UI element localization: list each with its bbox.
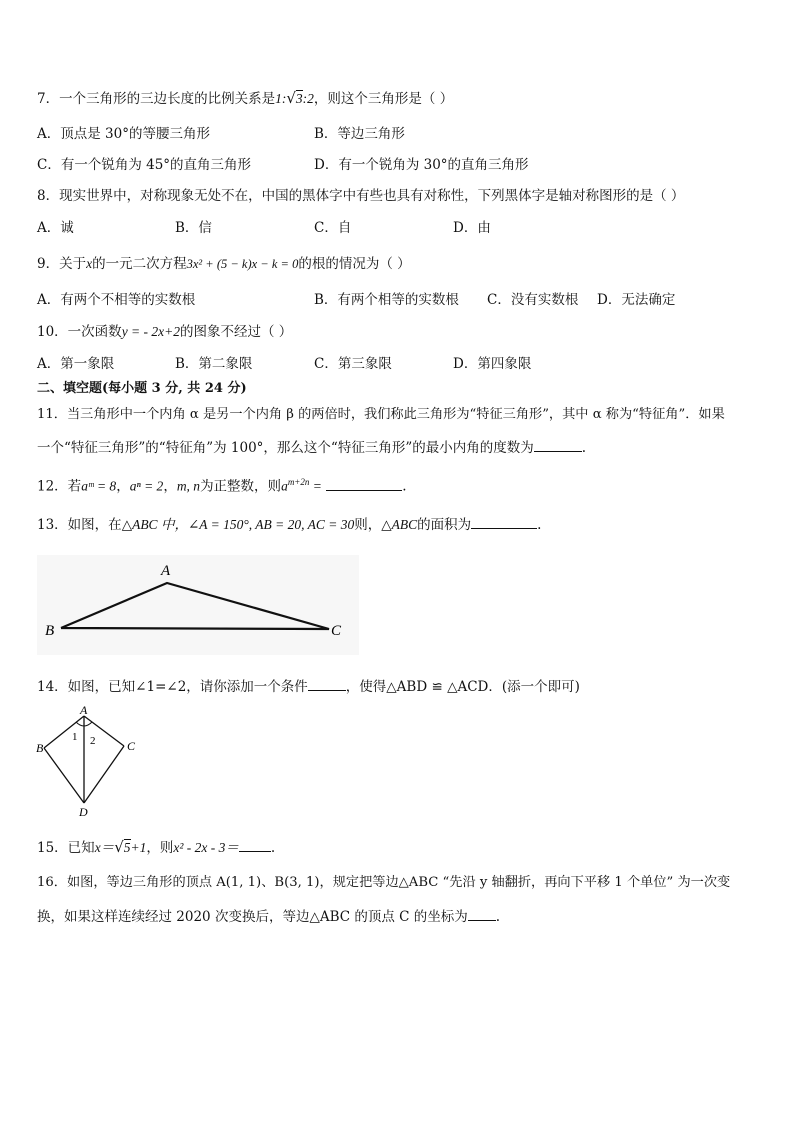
q10-option-a: A．第一象限	[37, 356, 115, 372]
answer-blank[interactable]	[326, 476, 402, 491]
segment-ab	[44, 716, 84, 748]
q12-stem: 12．若aᵐ = 8，aⁿ = 2，m, n为正整数，则$a^{m+2n}$ = .	[37, 477, 407, 495]
q8-option-d: D．由	[453, 220, 491, 236]
vertex-a-label: A	[80, 704, 88, 717]
q7-option-b: B．等边三角形	[314, 126, 405, 142]
vertex-b-label: B	[45, 623, 55, 639]
q9-option-b: B．有两个相等的实数根	[314, 292, 459, 308]
figure-background	[37, 555, 359, 655]
answer-blank[interactable]	[239, 837, 271, 852]
answer-blank[interactable]	[534, 437, 582, 452]
q8-option-a: A．诚	[37, 220, 74, 236]
q11-line1: 11．当三角形中一个内角 α 是另一个内角 β 的两倍时，我们称此三角形为“特征三角形”，其中 α 称为“特征角”．如果	[37, 407, 725, 422]
q13-stem: 13．如图，在△ABC 中，∠A = 150°, AB = 20, AC = 30则，△ABC的面积为 .	[37, 514, 541, 534]
q9-option-c: C．没有实数根	[487, 292, 579, 308]
q10-option-b: B．第二象限	[175, 356, 253, 372]
q16-line2: 换，如果这样连续经过 2020 次变换后，等边△ABC 的顶点 C 的坐标为 .	[37, 906, 500, 926]
angle-1-label: 1	[72, 731, 78, 743]
angle-2-label: 2	[90, 735, 96, 747]
q16-line1: 16．如图，等边三角形的顶点 A(1, 1)、B(3, 1)，规定把等边△ABC “先沿 y 轴翻折，再向下平移 1 个单位” 为一次变	[37, 875, 731, 890]
q9-option-d: D．无法确定	[597, 292, 676, 308]
answer-blank[interactable]	[471, 514, 537, 529]
q7-option-a: A．顶点是 30°的等腰三角形	[37, 126, 210, 142]
sqrt-sign: √	[286, 89, 296, 107]
q10-stem: 10．一次函数y = - 2x+2的图象不经过（ ）	[37, 324, 293, 340]
answer-blank[interactable]	[308, 676, 346, 691]
section-heading: 二、填空题(每小题 3 分, 共 24 分)	[37, 381, 247, 396]
q10-option-d: D．第四象限	[453, 356, 532, 372]
answer-blank[interactable]	[468, 906, 496, 921]
q7-option-c: C．有一个锐角为 45°的直角三角形	[37, 157, 252, 173]
q8-option-b: B．信	[175, 220, 212, 236]
sqrt-sign: √	[114, 838, 124, 856]
q13-triangle-figure	[35, 555, 365, 665]
vertex-b-label: B	[36, 741, 44, 755]
q7-stem: 7．一个三角形的三边长度的比例关系是1:√3:2，则这个三角形是（ ）	[37, 89, 454, 107]
vertex-c-label: C	[331, 623, 342, 639]
q10-option-c: C．第三象限	[314, 356, 392, 372]
segment-bd	[44, 748, 84, 803]
q8-stem: 8．现实世界中，对称现象无处不在，中国的黑体字中有些也具有对称性，下列黑体字是轴对称图形的是（ ）	[37, 188, 685, 204]
q8-option-c: C．自	[314, 220, 352, 236]
vertex-d-label: D	[79, 805, 88, 819]
q7-option-d: D．有一个锐角为 30°的直角三角形	[314, 157, 529, 173]
segment-cd	[84, 746, 124, 803]
q11-line2: 一个“特征三角形”的“特征角”为 100°，那么这个“特征三角形”的最小内角的度数为 .	[37, 437, 586, 457]
q9-stem: 9．关于x的一元二次方程3x² + (5 − k)x − k = 0的根的情况为（ ）	[37, 256, 411, 272]
vertex-a-label: A	[161, 563, 171, 579]
vertex-c-label: C	[127, 739, 136, 753]
q9-option-a: A．有两个不相等的实数根	[37, 292, 196, 308]
q14-kite-figure	[34, 704, 144, 820]
q14-stem: 14．如图，已知∠1=∠2，请你添加一个条件 ，使得△ABD ≌ △ACD．(添一个即可)	[37, 676, 580, 696]
q15-stem: 15．已知x＝√5+1，则x² - 2x - 3＝ .	[37, 838, 276, 856]
q9-equation: 3x² + (5 − k)x − k = 0	[186, 257, 299, 271]
